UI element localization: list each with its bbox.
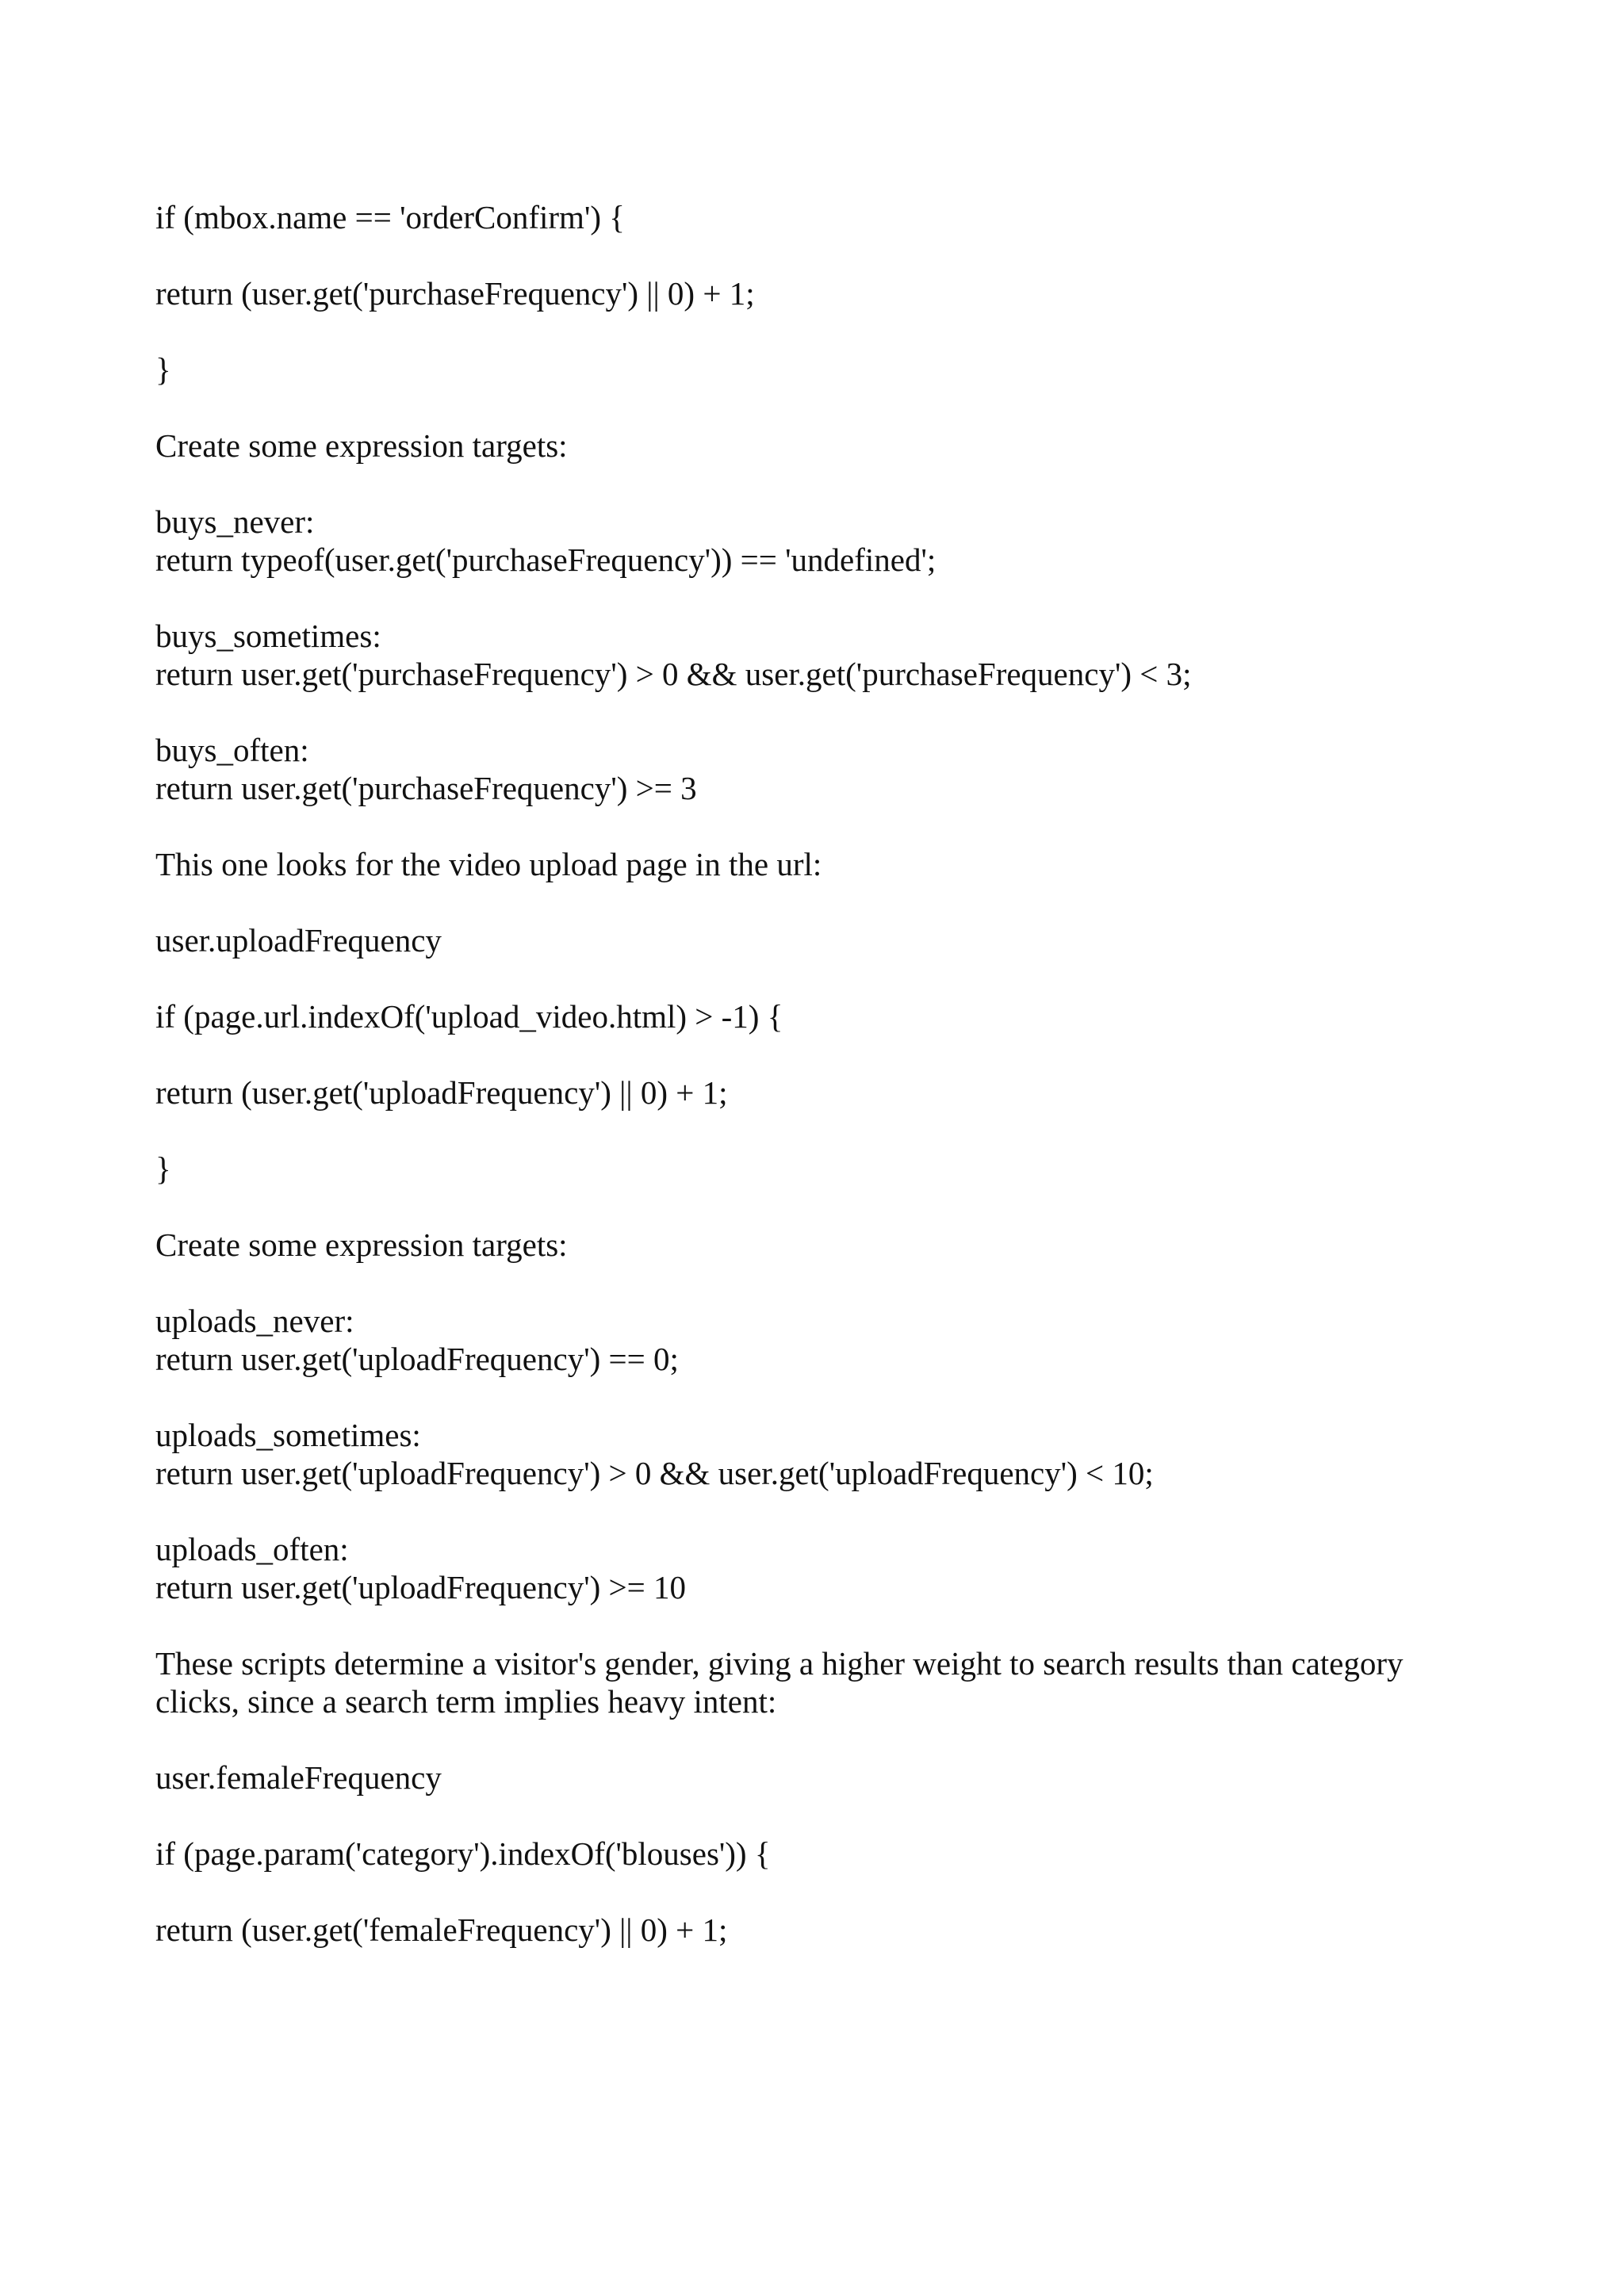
code-line: return user.get('uploadFrequency') > 0 && user.get('uploadFrequency') < 10; xyxy=(155,1455,1154,1491)
paragraph-text: These scripts determine a visitor's gender, giving a higher weight to search results than category clicks, since a search term implies heavy intent: xyxy=(155,1645,1404,1720)
document-body xyxy=(155,198,1503,1949)
paragraph-text: Create some expression targets: xyxy=(155,1226,568,1263)
target-name: uploads_often: xyxy=(155,1531,349,1567)
code-line: return typeof(user.get('purchaseFrequency')) == 'undefined'; xyxy=(155,541,936,578)
code-line: return (user.get('uploadFrequency') || 0) + 1; xyxy=(155,1074,728,1111)
target-name: uploads_never: xyxy=(155,1303,354,1339)
code-line: return (user.get('femaleFrequency') || 0) + 1; xyxy=(155,1911,728,1948)
code-line: if (page.url.indexOf('upload_video.html) > -1) { xyxy=(155,998,783,1035)
code-line: } xyxy=(155,351,171,388)
target-name: uploads_sometimes: xyxy=(155,1417,421,1453)
code-line: return user.get('uploadFrequency') == 0; xyxy=(155,1341,679,1377)
code-line: return user.get('purchaseFrequency') > 0 && user.get('purchaseFrequency') < 3; xyxy=(155,656,1192,692)
variable-name: user.femaleFrequency xyxy=(155,1759,442,1796)
code-line: return user.get('uploadFrequency') >= 10 xyxy=(155,1569,686,1605)
paragraph-text: This one looks for the video upload page in the url: xyxy=(155,846,822,882)
code-line: } xyxy=(155,1150,171,1187)
code-line: return (user.get('purchaseFrequency') || 0) + 1; xyxy=(155,275,755,312)
code-line: return user.get('purchaseFrequency') >= 3 xyxy=(155,770,697,806)
paragraph-text: Create some expression targets: xyxy=(155,427,568,464)
target-name: buys_often: xyxy=(155,732,309,768)
code-line: if (mbox.name == 'orderConfirm') { xyxy=(155,199,625,235)
code-line: if (page.param('category').indexOf('blouses')) { xyxy=(155,1835,771,1872)
target-name: buys_sometimes: xyxy=(155,618,381,654)
variable-name: user.uploadFrequency xyxy=(155,922,442,959)
target-name: buys_never: xyxy=(155,503,315,540)
